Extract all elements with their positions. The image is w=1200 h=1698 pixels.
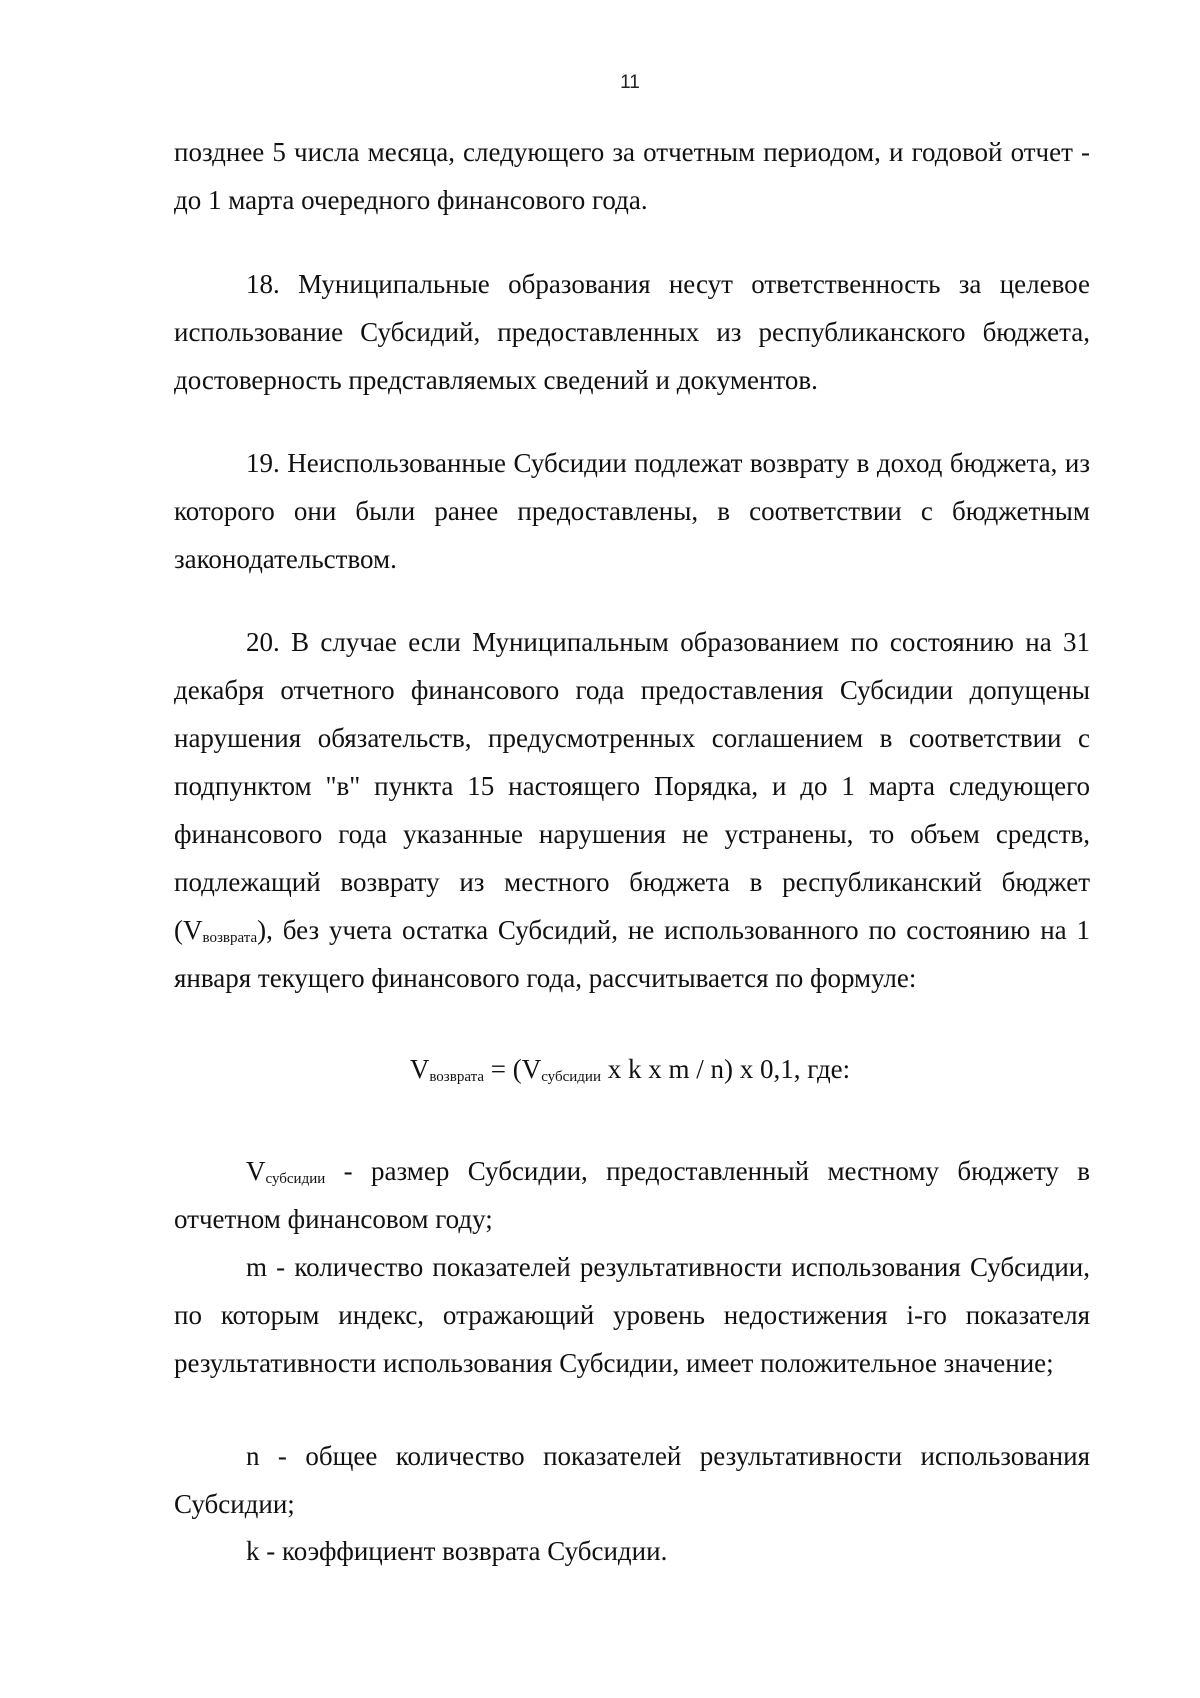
page-number: 11 xyxy=(620,72,640,93)
definition-m: m - количество показателей результативности использования Субсидии, по которым индекс, отражающий уровень недостижения i-го показателя результативности использования Субсидии, имеет положительное значение; xyxy=(174,1252,1090,1378)
formula-sub-vozvrata: возврата xyxy=(429,1069,484,1085)
definition-v-subscript: субсидии xyxy=(265,1171,326,1187)
formula-v: V xyxy=(409,1054,430,1084)
paragraph-20-text-start: 20. В случае если Муниципальным образованием по состоянию на 31 декабря отчетного финансового года предоставления Субсидии допущены нарушения обязательств, предусмотренных соглашением в соответствии с подпунктом "в" пункта 15 настоящего Порядка, и до 1 марта следующего финансового года указанные нарушения не устранены, то объем средств, подлежащий возврату из местного бюджета в республиканский бюджет (V xyxy=(174,627,1090,945)
definition-n: n - общее количество показателей результативности использования Субсидии; xyxy=(174,1441,1090,1519)
paragraph-20 xyxy=(174,618,1090,1002)
paragraph-18: 18. Муниципальные образования несут ответственность за целевое использование Субсидий, предоставленных из республиканского бюджета, достоверность представляемых сведений и документов. xyxy=(174,269,1090,395)
formula-sub-subsidii: субсидии xyxy=(541,1069,601,1085)
paragraph-20-text-end: ), без учета остатка Субсидий, не использованного по состоянию на 1 января текущего финансового года, рассчитывается по формуле: xyxy=(174,915,1090,993)
definition-v-text: - размер Субсидии, предоставленный местному бюджету в отчетном финансовом году; xyxy=(174,1156,1090,1234)
definition-v-symbol: V xyxy=(246,1156,266,1186)
subscript-vozvrata: возврата xyxy=(202,930,258,946)
definition-k: k - коэффициент возврата Субсидии. xyxy=(246,1536,668,1566)
paragraph-19: 19. Неиспользованные Субсидии подлежат возврату в доход бюджета, из которого они были ранее предоставлены, в соответствии с бюджетным законодательством. xyxy=(174,448,1090,574)
return-formula xyxy=(0,1045,1200,1093)
definition-v-subsidy xyxy=(174,1147,1090,1243)
paragraph-continuation: позднее 5 числа месяца, следующего за отчетным периодом, и годовой отчет - до 1 марта очередного финансового года. xyxy=(174,137,1090,215)
formula-middle: = (V xyxy=(483,1054,542,1084)
formula-rest: x k x m / n) x 0,1, где: xyxy=(600,1054,851,1084)
